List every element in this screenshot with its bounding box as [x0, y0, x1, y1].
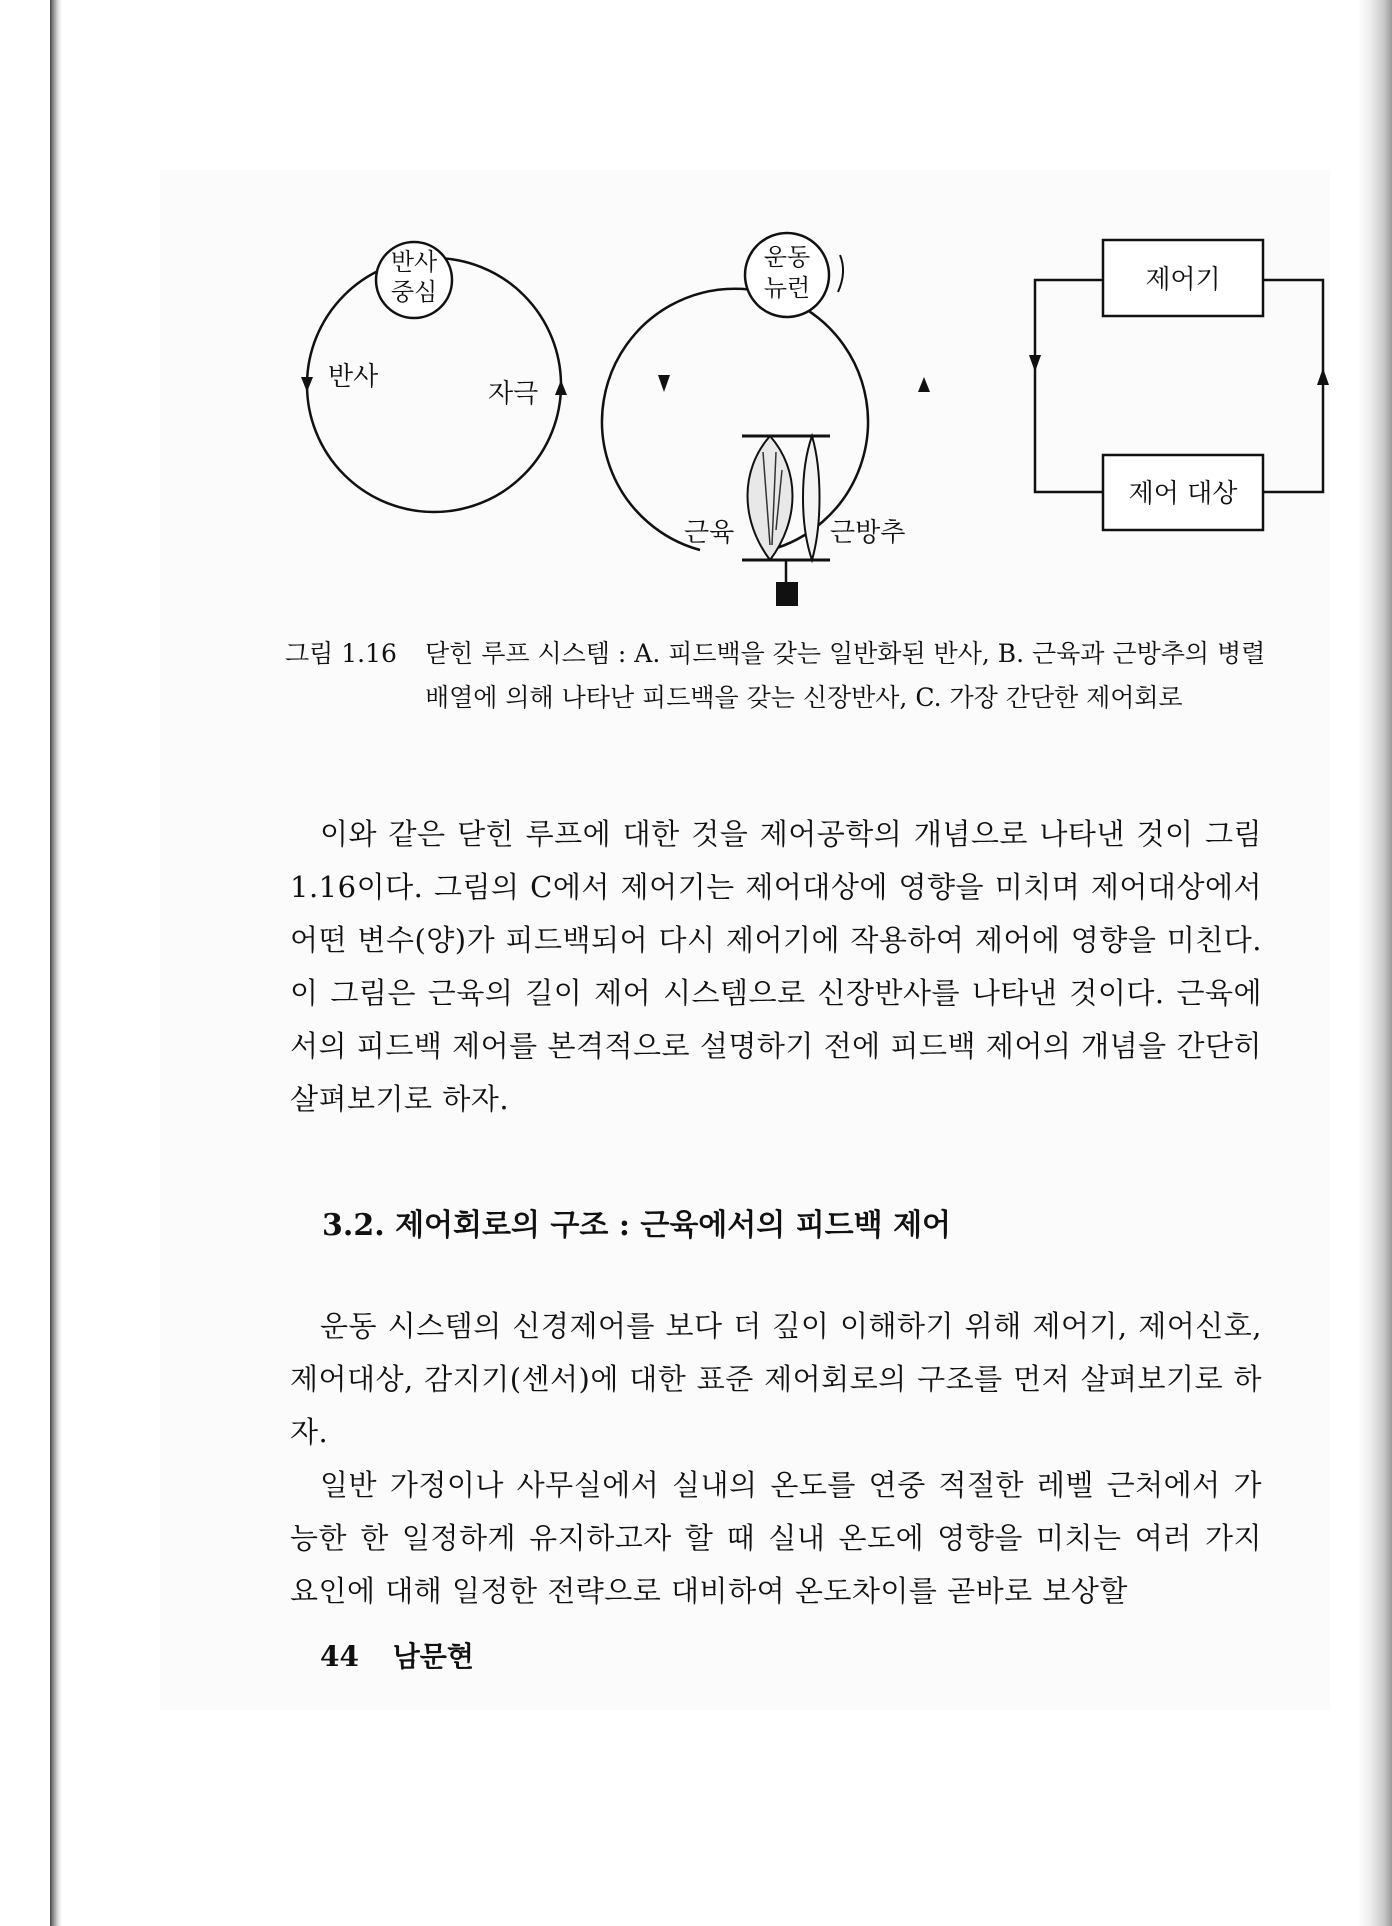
section-heading: 3.2. 제어회로의 구조 : 근육에서의 피드백 제어 — [322, 1208, 952, 1243]
spindle-label: 근방추 — [830, 518, 906, 548]
synapse-mark — [838, 255, 843, 292]
paragraph: 이와 같은 닫힌 루프에 대한 것을 제어공학의 개념으로 나타낸 것이 그림 1.16이다. 그림의 C에서 제어기는 제어대상에 영향을 미치며 제어대상에서 어떤 변수(양)가 피드백되어 다시 제어기에 작용하여 제어에 영향을 미친다. 이 그림은 근육의 길이 제어 시스템으로 신장반사를 나타낸 것이다. 근육에서의 피드백 제어를 본격적으로 설명하기 전에 피드백 제어의 개념을 간단히 살펴보기로 하자. — [290, 817, 1262, 1116]
up-arrow-icon — [1317, 368, 1329, 385]
paragraph-1-block — [290, 808, 1262, 1126]
figure-1-16 — [0, 0, 1392, 640]
paragraph: 운동 시스템의 신경제어를 보다 더 깊이 이해하기 위해 제어기, 제어신호, 제어대상, 감지기(센서)에 대한 표준 제어회로의 구조를 먼저 살펴보기로 하자. — [290, 1309, 1262, 1449]
motor-neuron-label-1: 운동 — [763, 243, 811, 271]
feedback-line — [1263, 280, 1323, 492]
reflex-center-label-1: 반사 — [390, 248, 438, 276]
muscle-label: 근육 — [684, 518, 735, 548]
caption-text: 닫힌 루프 시스템 : A. 피드백을 갖는 일반화된 반사, B. 근육과 근방추의 병렬 배열에 의해 나타난 피드백을 갖는 신장반사, C. 가장 간단한 제어회로 — [425, 639, 1266, 712]
diagram-a — [301, 242, 567, 512]
caption-label: 그림 1.16 — [285, 639, 397, 668]
down-arrow-icon — [658, 375, 670, 392]
up-arrow-icon — [555, 380, 567, 395]
motor-neuron-label-2: 뉴런 — [763, 274, 811, 302]
paragraph: 일반 가정이나 사무실에서 실내의 온도를 연중 적절한 레벨 근처에서 가능한 한 일정하게 유지하고자 할 때 실내 온도에 영향을 미치는 여러 가지 요인에 대해 일정한 전략으로 대비하여 온도차이를 곧바로 보상할 — [290, 1468, 1262, 1608]
page-number: 44 — [320, 1640, 359, 1673]
diagram-c — [1029, 240, 1329, 530]
up-arrow-icon — [918, 377, 930, 392]
down-arrow-icon — [1029, 355, 1041, 372]
plant-label: 제어 대상 — [1128, 479, 1238, 509]
stimulus-label: 자극 — [488, 379, 539, 409]
spindle-shape — [803, 436, 820, 560]
diagram-b — [602, 233, 930, 606]
control-signal-line — [1035, 280, 1103, 492]
paragraph-2-block — [290, 1300, 1262, 1618]
controller-label: 제어기 — [1145, 265, 1221, 295]
author-name: 남문현 — [392, 1640, 474, 1673]
weight-block — [776, 582, 798, 606]
reflex-label: 반사 — [328, 362, 379, 392]
page-footer — [320, 1635, 498, 1675]
reflex-center-label-2: 중심 — [390, 278, 438, 306]
down-arrow-icon — [301, 377, 313, 392]
stretch-loop-arc — [602, 289, 868, 550]
figure-caption — [285, 632, 1285, 720]
